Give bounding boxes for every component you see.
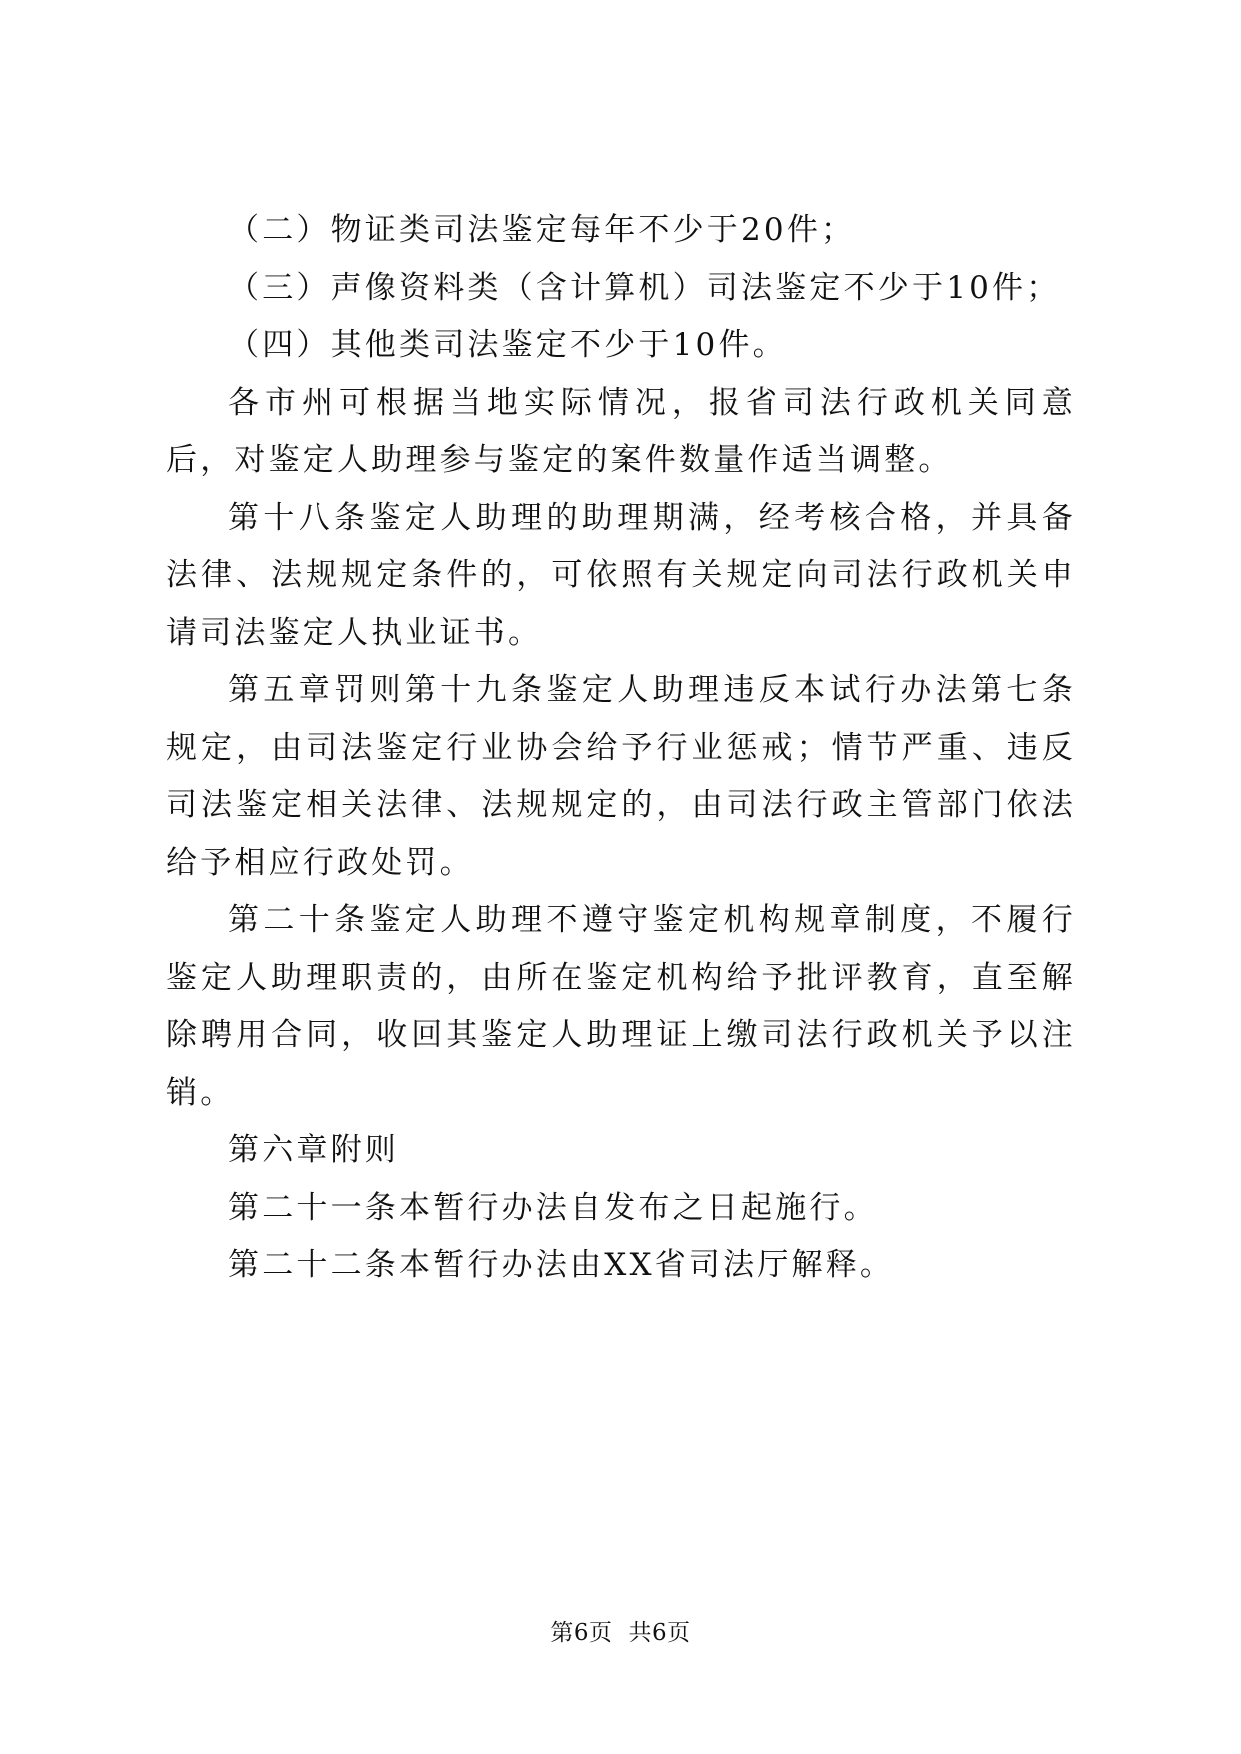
paragraph-physical-evidence: （二）物证类司法鉴定每年不少于20件；	[228, 212, 856, 248]
document-body	[166, 202, 1076, 1295]
page-number-total: 共6页	[628, 1620, 691, 1646]
page-footer	[0, 1614, 1241, 1647]
paragraph-article-22: 第二十二条本暂行办法由XX省司法厅解释。	[228, 1247, 895, 1283]
paragraph-article-20: 第二十条鉴定人助理不遵守鉴定机构规章制度，不履行鉴定人助理职责的，由所在鉴定机构给予批评教育，直至解除聘用合同，收回其鉴定人助理证上缴司法行政机关予以注销。	[166, 902, 1076, 1111]
paragraph-audio-video: （三）声像资料类（含计算机）司法鉴定不少于10件；	[228, 269, 1061, 306]
paragraph-article-18: 第十八条鉴定人助理的助理期满，经考核合格，并具备法律、法规规定条件的，可依照有关规定向司法行政机关申请司法鉴定人执业证书。	[166, 499, 1076, 651]
paragraph-other-types: （四）其他类司法鉴定不少于10件。	[228, 327, 787, 363]
paragraph-article-19: 第五章罚则第十九条鉴定人助理违反本试行办法第七条规定，由司法鉴定行业协会给予行业惩戒；情节严重、违反司法鉴定相关法律、法规规定的，由司法行政主管部门依法给予相应行政处罚。	[166, 672, 1076, 881]
paragraph-local-adjustment: 各市州可根据当地实际情况，报省司法行政机关同意后，对鉴定人助理参与鉴定的案件数量作适当调整。	[166, 384, 1076, 478]
page-number-current: 第6页	[550, 1620, 613, 1646]
paragraph-article-21: 第二十一条本暂行办法自发布之日起施行。	[228, 1189, 878, 1226]
chapter-heading-supplementary: 第六章附则	[228, 1132, 399, 1168]
